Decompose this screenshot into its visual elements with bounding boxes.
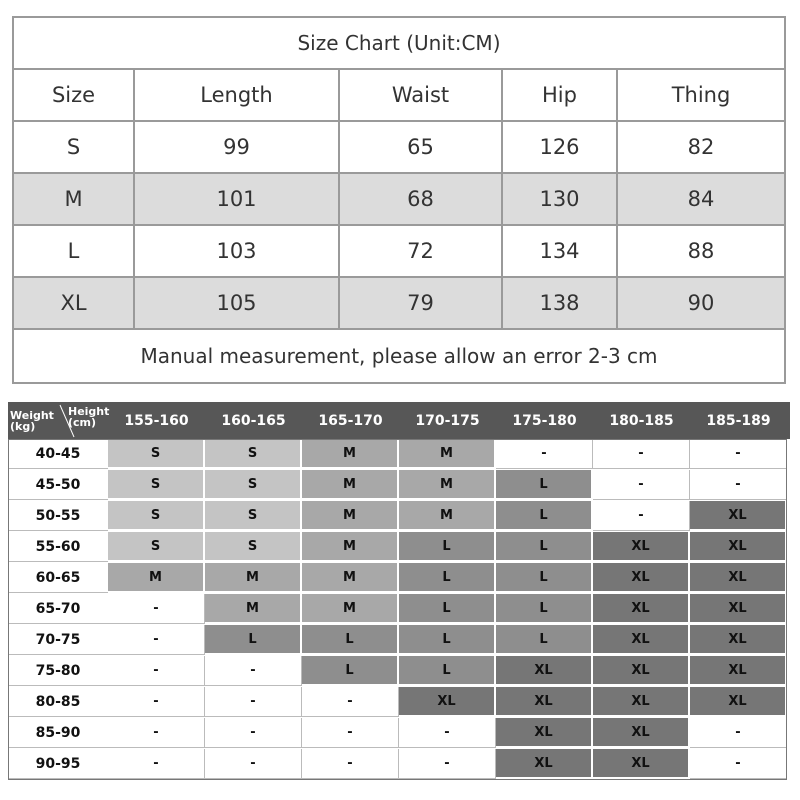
weight-range-label: 65-70 xyxy=(8,594,108,624)
fit-size-cell: L xyxy=(302,625,399,655)
fit-size-cell: - xyxy=(108,749,205,779)
fit-size-cell: L xyxy=(496,501,593,531)
fit-size-cell: M xyxy=(205,563,302,593)
fit-size-cell: - xyxy=(205,718,302,748)
size-chart-cell: 72 xyxy=(339,225,502,277)
size-chart-header: Waist xyxy=(339,69,502,121)
fit-size-cell: M xyxy=(302,563,399,593)
fit-size-cell: - xyxy=(205,749,302,779)
weight-range-label: 40-45 xyxy=(8,439,108,469)
fit-size-cell: - xyxy=(108,594,205,624)
fit-size-cell: M xyxy=(205,594,302,624)
weight-range-label: 70-75 xyxy=(8,625,108,655)
fit-size-cell: XL xyxy=(593,625,690,655)
fit-size-cell: XL xyxy=(496,656,593,686)
fit-size-cell: L xyxy=(399,563,496,593)
weight-range-label: 90-95 xyxy=(8,749,108,779)
size-chart-header: Hip xyxy=(502,69,617,121)
size-chart-cell: XL xyxy=(13,277,134,329)
fit-size-cell: L xyxy=(399,532,496,562)
fit-size-cell: XL xyxy=(690,563,787,593)
fit-size-cell: XL xyxy=(593,594,690,624)
fit-size-cell: S xyxy=(108,532,205,562)
size-chart-cell: 68 xyxy=(339,173,502,225)
size-chart-cell: 82 xyxy=(617,121,785,173)
fit-size-cell: XL xyxy=(690,625,787,655)
fit-size-cell: XL xyxy=(496,749,593,779)
fit-size-cell: S xyxy=(108,470,205,500)
fit-size-cell: - xyxy=(108,687,205,717)
fit-size-cell: M xyxy=(108,563,205,593)
fit-size-cell: L xyxy=(496,563,593,593)
weight-range-label: 75-80 xyxy=(8,656,108,686)
fit-size-cell: L xyxy=(496,532,593,562)
weight-range-label: 45-50 xyxy=(8,470,108,500)
fit-size-cell: M xyxy=(302,470,399,500)
size-chart-cell: 103 xyxy=(134,225,339,277)
fit-size-cell: - xyxy=(302,749,399,779)
height-range-header: 155-160 xyxy=(124,412,189,429)
size-chart-cell: 138 xyxy=(502,277,617,329)
size-chart-header: Length xyxy=(134,69,339,121)
height-range-header: 185-189 xyxy=(706,412,771,429)
fit-size-cell: XL xyxy=(593,656,690,686)
size-chart-header: Thing xyxy=(617,69,785,121)
size-chart-cell: 84 xyxy=(617,173,785,225)
fit-size-cell: XL xyxy=(593,687,690,717)
fit-size-cell: - xyxy=(399,749,496,779)
corner-height-label: Height (cm) xyxy=(68,405,110,429)
size-chart-cell: 105 xyxy=(134,277,339,329)
fit-size-cell: L xyxy=(205,625,302,655)
fit-size-cell: - xyxy=(690,749,787,779)
size-chart-cell: L xyxy=(13,225,134,277)
fit-size-cell: M xyxy=(399,470,496,500)
fit-size-cell: - xyxy=(205,687,302,717)
height-range-header: 165-170 xyxy=(318,412,383,429)
fit-size-cell: S xyxy=(205,439,302,469)
height-range-header: 180-185 xyxy=(609,412,674,429)
size-chart-table xyxy=(12,16,786,384)
size-chart-cell: 88 xyxy=(617,225,785,277)
fit-size-cell: L xyxy=(496,594,593,624)
fit-size-cell: L xyxy=(496,470,593,500)
size-chart-cell: S xyxy=(13,121,134,173)
size-chart-cell: 126 xyxy=(502,121,617,173)
corner-weight-label: Weight (kg) xyxy=(10,409,54,433)
size-chart-cell: 134 xyxy=(502,225,617,277)
fit-size-cell: - xyxy=(690,439,787,469)
fit-size-cell: S xyxy=(108,501,205,531)
fit-size-cell: XL xyxy=(690,501,787,531)
fit-size-cell: XL xyxy=(496,718,593,748)
height-range-header: 170-175 xyxy=(415,412,480,429)
size-chart-cell: 130 xyxy=(502,173,617,225)
fit-size-cell: M xyxy=(302,594,399,624)
fit-size-cell: M xyxy=(399,439,496,469)
fit-size-cell: XL xyxy=(399,687,496,717)
size-chart-cell: 79 xyxy=(339,277,502,329)
fit-size-cell: XL xyxy=(593,532,690,562)
fit-size-cell: S xyxy=(108,439,205,469)
size-chart-cell: M xyxy=(13,173,134,225)
fit-size-cell: L xyxy=(399,594,496,624)
fit-size-cell: L xyxy=(399,656,496,686)
fit-size-cell: S xyxy=(205,470,302,500)
weight-range-label: 80-85 xyxy=(8,687,108,717)
size-fit-table xyxy=(8,402,792,784)
fit-size-cell: XL xyxy=(690,532,787,562)
height-range-header: 160-165 xyxy=(221,412,286,429)
size-chart-title: Size Chart (Unit:CM) xyxy=(13,17,785,69)
fit-size-cell: - xyxy=(205,656,302,686)
fit-size-cell: - xyxy=(399,718,496,748)
size-chart-cell: 90 xyxy=(617,277,785,329)
fit-size-cell: - xyxy=(690,718,787,748)
weight-range-label: 55-60 xyxy=(8,532,108,562)
fit-size-cell: XL xyxy=(496,687,593,717)
fit-size-cell: S xyxy=(205,501,302,531)
fit-size-cell: M xyxy=(399,501,496,531)
fit-size-cell: - xyxy=(496,439,593,469)
fit-size-cell: XL xyxy=(690,656,787,686)
size-chart-cell: 101 xyxy=(134,173,339,225)
fit-size-cell: - xyxy=(593,470,690,500)
fit-size-cell: L xyxy=(496,625,593,655)
fit-size-cell: XL xyxy=(690,594,787,624)
fit-size-cell: XL xyxy=(593,563,690,593)
size-chart-cell: 99 xyxy=(134,121,339,173)
fit-size-cell: - xyxy=(108,656,205,686)
fit-size-cell: - xyxy=(302,687,399,717)
weight-range-label: 60-65 xyxy=(8,563,108,593)
fit-size-cell: S xyxy=(205,532,302,562)
fit-size-cell: - xyxy=(690,470,787,500)
fit-size-cell: M xyxy=(302,501,399,531)
fit-size-cell: L xyxy=(302,656,399,686)
fit-size-cell: - xyxy=(108,718,205,748)
size-chart-note: Manual measurement, please allow an error 2-3 cm xyxy=(13,329,785,383)
fit-size-cell: M xyxy=(302,532,399,562)
fit-size-cell: - xyxy=(108,625,205,655)
fit-size-cell: XL xyxy=(593,718,690,748)
height-range-header: 175-180 xyxy=(512,412,577,429)
fit-size-cell: - xyxy=(593,501,690,531)
fit-size-cell: M xyxy=(302,439,399,469)
fit-size-cell: XL xyxy=(593,749,690,779)
size-chart-header: Size xyxy=(13,69,134,121)
weight-range-label: 50-55 xyxy=(8,501,108,531)
fit-size-cell: XL xyxy=(690,687,787,717)
fit-size-cell: L xyxy=(399,625,496,655)
fit-size-cell: - xyxy=(302,718,399,748)
fit-size-cell: - xyxy=(593,439,690,469)
size-chart-cell: 65 xyxy=(339,121,502,173)
weight-range-label: 85-90 xyxy=(8,718,108,748)
